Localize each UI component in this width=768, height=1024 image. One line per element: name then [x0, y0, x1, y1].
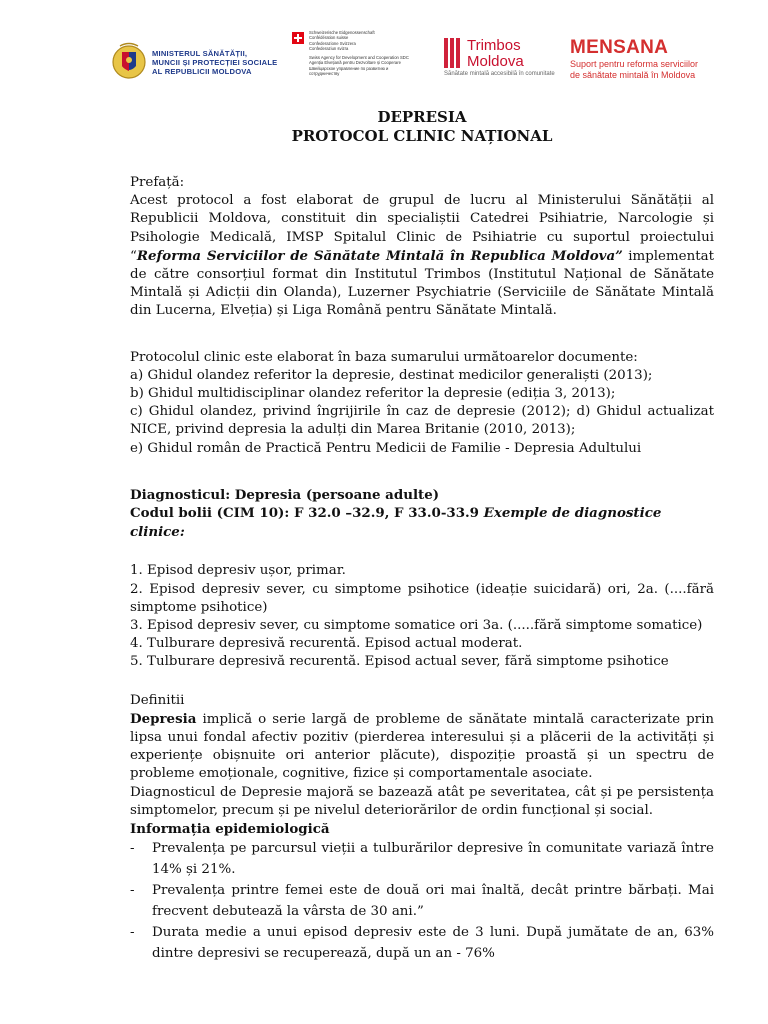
doc-title: DEPRESIA — [377, 108, 467, 126]
trimbos-logo — [444, 37, 555, 77]
major-depression-paragraph: Diagnosticul de Depresie majoră se bazează atât pe severitatea, cât și pe persistența simptomelor, precum și pe nivelul deteriorărilor de ordin funcțional și social. — [130, 784, 714, 818]
example-item: 4. Tulburare depresivă recurentă. Episod actual moderat. — [130, 636, 523, 652]
preface-label: Prefață: — [130, 175, 185, 190]
source-item: a) Ghidul olandez referitor la depresie, destinat medicilor generaliști (2013); — [130, 367, 653, 383]
list-item: - Prevalența printre femei este de două ori mai înaltă, decât printre bărbați. Mai frecvent debutează la vârsta de 30 ani.” — [130, 880, 714, 922]
example-item: 1. Episod depresiv ușor, primar. — [130, 563, 346, 579]
mensana-subtitle — [570, 59, 698, 81]
doc-subtitle: PROTOCOL CLINIC NAȚIONAL — [291, 127, 553, 145]
example-item: 5. Tulburare depresivă recurentă. Episod actual sever, fără simptome psihotice — [130, 654, 669, 670]
sdc-line: Agenția Elvețiană pentru Dezvoltare și Cooperare — [309, 60, 401, 66]
source-item: e) Ghidul român de Practică Pentru Medicii de Familie - Depresia Adultului — [130, 440, 642, 456]
trimbos-name: Trimbos — [467, 37, 521, 54]
project-name: Reforma Serviciilor de Sănătate Mintală în Republica Moldova” — [136, 247, 623, 264]
definition-paragraph — [130, 710, 714, 784]
moldova-coat-of-arms-icon — [112, 40, 146, 84]
preface-text-a: Acest protocol a fost elaborat de grupul de lucru al Ministerului Sănătății al Republicii Moldova, constituit din specialiștii Catedrei Psihiatrie, Narcologie și Psihologie Medicală, IMSP Spitalul Clinic de Psihiatrie cu suportul proiectului “ — [130, 193, 714, 264]
swiss-line: Confederazione Svizzera — [309, 40, 356, 46]
clinical-examples-label: Exemple de diagnostice clinice: — [130, 505, 662, 541]
definition-text: implică o serie largă de probleme de sănătate mintală caracterizate prin lipsa unui fondal afectiv pozitiv (pierderea interesului și a plăcerii de la activități și experiențe obișnuite ori anterior plăcute), dispoziție proastă și un spectru de probleme emoționale, cognitive, fizice și comportamentale asociate. — [130, 711, 714, 782]
mensana-name: MENSANA — [570, 37, 669, 58]
ministry-name — [152, 49, 277, 76]
mensana-sub-line: Suport pentru reforma serviciilor — [570, 59, 699, 69]
document-body — [130, 108, 714, 964]
source-item: c) Ghidul olandez, privind îngrijirile în caz de depresie (2012); d) Ghidul actualizat NICE, privind depresia la adulți din Marea Britanie (2010, 2013); — [130, 404, 714, 438]
ministry-logo — [112, 40, 277, 84]
swiss-sdc-logo — [292, 30, 419, 76]
list-item: - Prevalența pe parcursul vieții a tulburărilor depresive în comunitate variază între 14% și 21%. — [130, 838, 714, 880]
example-item: 2. Episod depresiv sever, cu simptome psihotice (ideație suicidară) ori, 2a. (....fără simptome psihotice) — [130, 581, 714, 615]
source-item: b) Ghidul multidisciplinar olandez referitor la depresie (ediția 3, 2013); — [130, 386, 616, 402]
swiss-line: Schweizerische Eidgenossenschaft — [309, 30, 375, 35]
trimbos-tagline: Sănătate mintală accesibilă în comunitate — [444, 71, 555, 77]
disease-code — [130, 504, 714, 542]
header-logos — [0, 0, 768, 100]
mensana-sub-line: de sănătate mintală în Moldova — [570, 70, 696, 80]
ministry-line: MINISTERUL SĂNĂTĂȚII, — [152, 48, 248, 58]
ministry-line: MUNCII ȘI PROTECȚIEI SOCIALE — [152, 57, 278, 67]
trimbos-bars-icon — [444, 38, 460, 68]
epidemiology-list — [130, 838, 714, 964]
list-item: - Durata medie a unui episod depresiv este de 3 luni. După jumătate de an, 63% dintre depresivi se recuperează, după un an - 76% — [130, 922, 714, 964]
ministry-line: AL REPUBLICII MOLDOVA — [152, 66, 252, 76]
swiss-flag-icon — [292, 32, 304, 44]
preface-text-b: implementat de către consorțiul format din Institutul Trimbos (Institutul Național de Sănătate Mintală și Adicții din Olanda), Luzerner Psychiatrie (Serviciile de Sănătate Mintală din Lucerna, Elveția) și Liga Română pentru Sănătate Mintală. — [130, 248, 714, 319]
sources-intro: Protocolul clinic este elaborat în baza sumarului următoarelor documente: — [130, 349, 638, 365]
example-item: 3. Episod depresiv sever, cu simptome somatice ori 3a. (.....fără simptome somatice) — [130, 618, 703, 634]
mensana-logo — [570, 38, 698, 81]
definition-term: Depresia — [130, 710, 197, 727]
sdc-line: Швейцарское управление по развитию и сотрудничеству — [309, 65, 389, 77]
sdc-line: Swiss Agency for Development and Cooperation SDC — [309, 55, 409, 61]
trimbos-subtitle: Moldova — [467, 53, 524, 70]
preface-paragraph — [130, 192, 714, 320]
epidemiology-title: Informația epidemiologică — [130, 821, 330, 838]
swiss-line: Confederaziun svizra — [309, 45, 349, 51]
swiss-line: Confédération suisse — [309, 35, 349, 41]
definitions-label: Definitii — [130, 692, 185, 708]
diagnosis-title: Diagnosticul: Depresia (persoane adulte) — [130, 486, 440, 503]
disease-code-label: Codul bolii (CIM 10): F 32.0 –32.9, F 33.0-33.9 — [130, 505, 484, 522]
